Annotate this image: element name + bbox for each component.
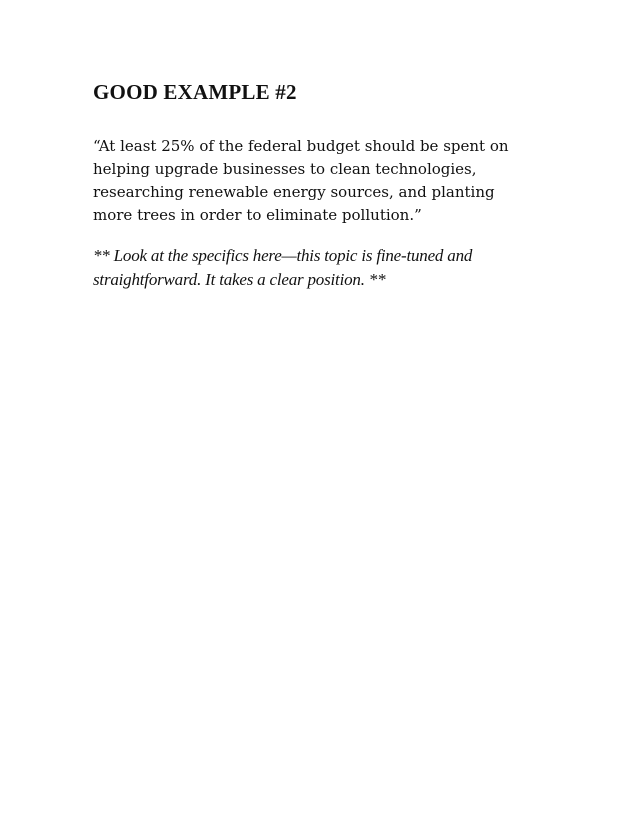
note-line: ** Look at the specifics here—this topic is fine-tuned and [93, 246, 473, 265]
page-title: GOOD EXAMPLE #2 [93, 80, 297, 104]
quote-line: “At least 25% of the federal budget should be spent on [93, 137, 509, 155]
quote-line: researching renewable energy sources, and planting [93, 183, 495, 201]
document-content [93, 78, 563, 292]
commentary-note [93, 244, 523, 292]
note-line: straightforward. It takes a clear position. ** [93, 270, 386, 289]
quote-line: helping upgrade businesses to clean technologies, [93, 160, 477, 178]
quote-line: more trees in order to eliminate pollution.” [93, 206, 422, 224]
example-quote [93, 135, 553, 227]
